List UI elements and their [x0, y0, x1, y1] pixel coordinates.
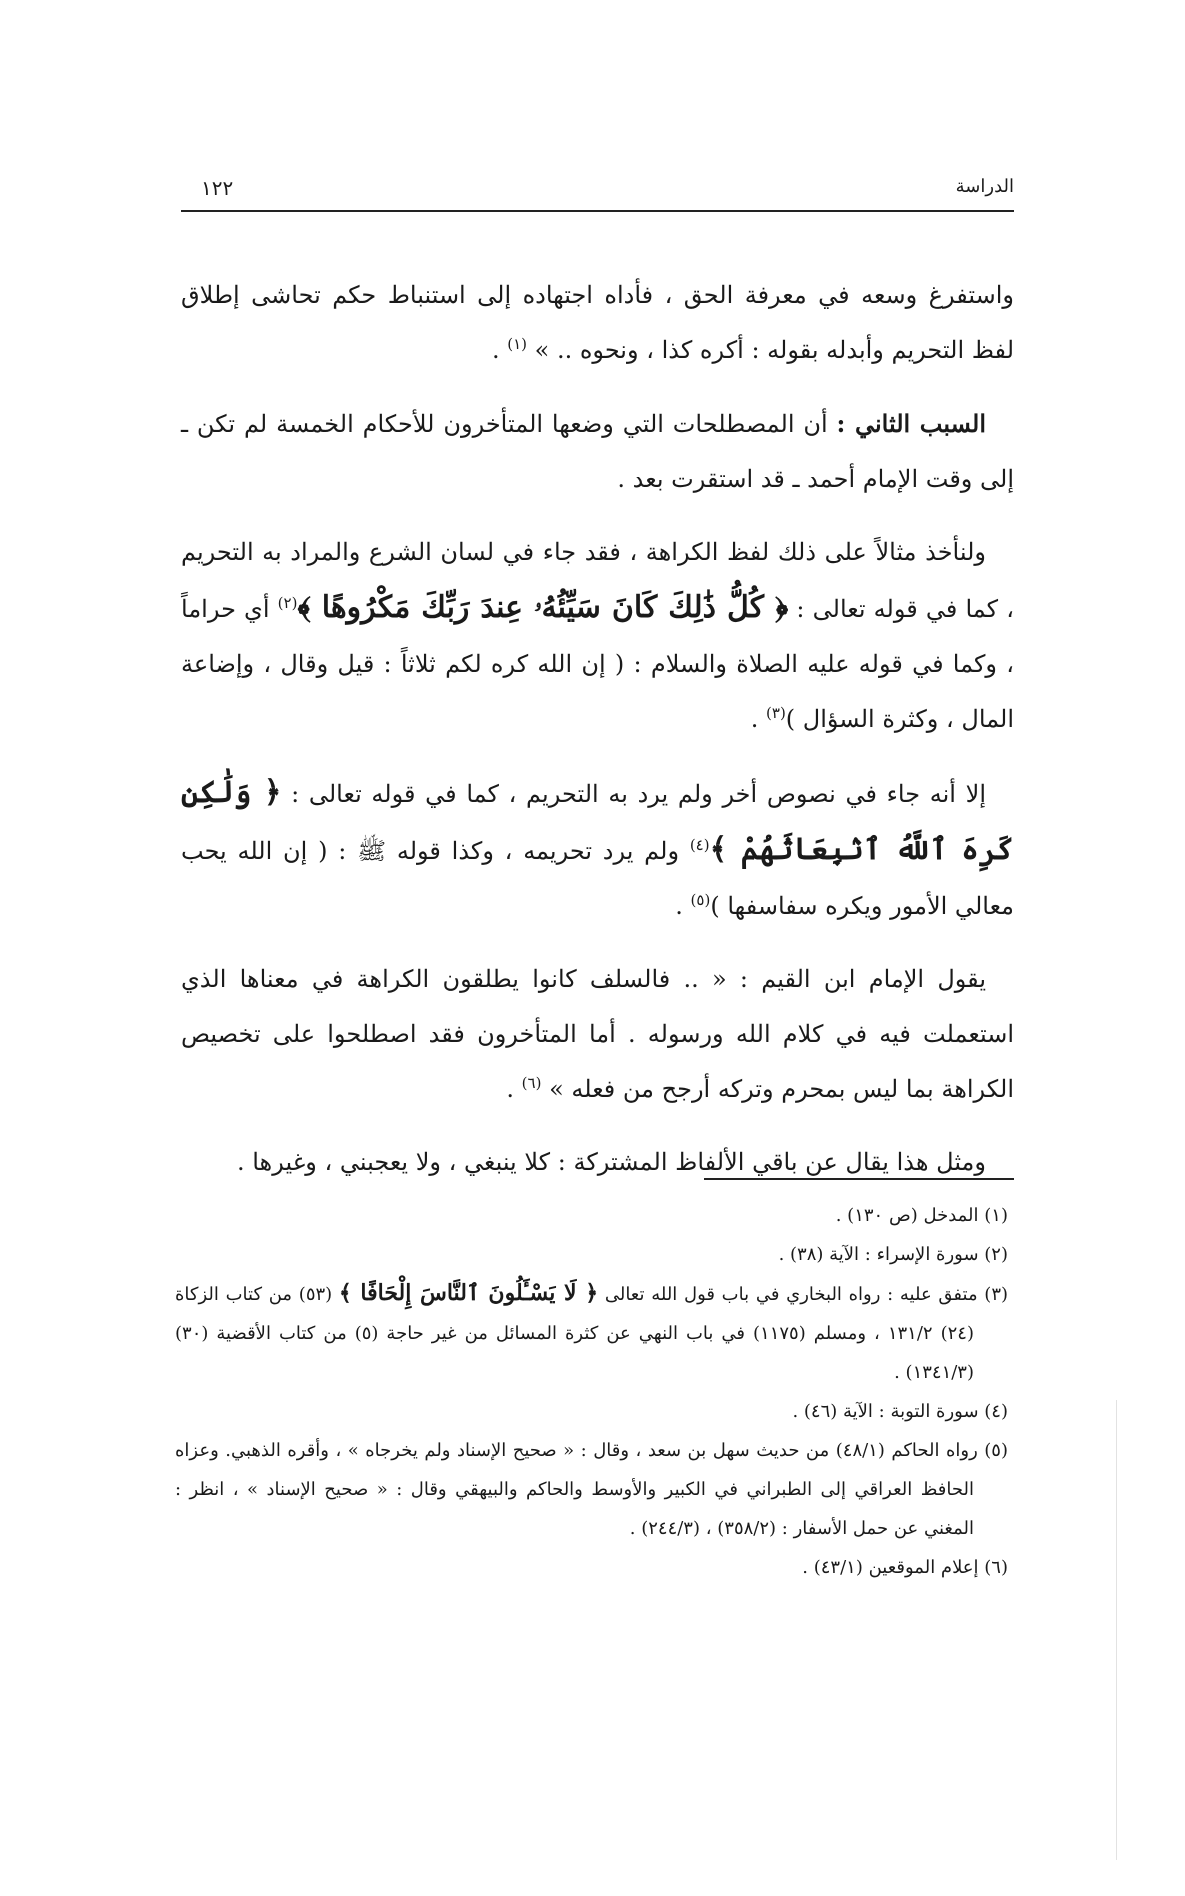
footnote-ref: (٦): [521, 1074, 542, 1092]
paragraph-3: [181, 525, 1014, 747]
scan-edge-line: [1116, 1400, 1117, 1860]
footnote-text: (٥٣) من كتاب الزكاة (٢٤) ١٣١/٢ ، ومسلم (١١٧٥) في باب النهي عن كثرة المسائل من غير حاجة (٥) من كتاب الأقضية (٣٠) (١٣٤١/٣) .: [175, 1284, 974, 1383]
footnote-3: [175, 1274, 1008, 1392]
paragraph-4: [181, 765, 1014, 934]
footnote-text: (٣) متفق عليه : رواه البخاري في باب قول الله تعالى: [598, 1284, 1009, 1305]
quran-verse: ﴿ كُلُّ ذَٰلِكَ كَانَ سَيِّئُهُۥ عِندَ رَبِّكَ مَكْرُوهًا ﴾: [297, 590, 789, 625]
paragraph-text: إلا أنه جاء في نصوص أخر ولم يرد به التحريم ، كما في قوله تعالى :: [281, 780, 986, 808]
paragraph-text: أي حراماً ، وكما في قوله عليه الصلاة والسلام : ( إن الله كره لكم ثلاثاً : قيل وقال ، وإضاعة المال ، وكثرة السؤال ): [181, 595, 1014, 733]
paragraph-text: يقول الإمام ابن القيم : « .. فالسلف كانوا يطلقون الكراهة في معناها الذي استعملت فيه في كلام الله ورسوله . أما المتأخرون فقد اصطلحوا على تخصيص الكراهة بما ليس بمحرم وتركه أرجح من فعله »: [181, 965, 1014, 1103]
footnote-ref: (٢): [277, 594, 298, 612]
footnote-5: (٥) رواه الحاكم (٤٨/١) من حديث سهل بن سعد ، وقال : « صحيح الإسناد ولم يخرجاه » ، وأقره الذهبي. وعزاه الحافظ العراقي إلى الطبراني في الكبير والأوسط والحاكم والبيهقي وقال : « صحيح الإسناد » ، انظر : المغني عن حمل الأسفار : (٣٥٨/٢) ، (٢٤٤/٣) .: [175, 1440, 1008, 1539]
paragraph-tail: .: [506, 1075, 522, 1103]
paragraph-6: [181, 1135, 1014, 1190]
footnote-ref: (٣): [766, 704, 786, 722]
paragraph-text: ومثل هذا يقال عن باقي الألفاظ المشتركة : كلا ينبغي ، ولا يعجبني ، وغيرها .: [236, 1148, 986, 1176]
section-lead: السبب الثاني :: [836, 409, 986, 438]
footnote-ref: (٤): [689, 836, 710, 854]
paragraph-text: واستفرغ وسعه في معرفة الحق ، فأداه اجتهاده إلى استنباط حكم تحاشى إطلاق لفظ التحريم وأبدله بقوله : أكره كذا ، ونحوه .. »: [181, 281, 1014, 364]
quran-verse: ﴿ لَا يَسْـَٔلُونَ ٱلنَّاسَ إِلْحَافًا ﴾: [338, 1280, 599, 1306]
paragraph-2: [181, 396, 1014, 507]
paragraph-text: ولنأخذ مثالاً على ذلك لفظ الكراهة ، فقد جاء في لسان الشرع والمراد به التحريم ، كما في قوله تعالى :: [181, 538, 1015, 623]
paragraph-tail: .: [491, 336, 508, 364]
quran-verse: ﴿ وَلَٰكِن كَرِهَ ٱللَّهُ ٱنۢبِعَاثَهُمْ ﴾: [181, 775, 1014, 867]
footnote-divider: [704, 1178, 1014, 1180]
paragraph-text: أن المصطلحات التي وضعها المتأخرون للأحكام الخمسة لم تكن ـ إلى وقت الإمام أحمد ـ قد استقرت بعد .: [181, 410, 1014, 493]
paragraph-tail: .: [675, 892, 691, 920]
page-number: ١٢٢: [201, 176, 234, 200]
running-header: [181, 168, 1014, 212]
paragraph-tail: .: [750, 705, 767, 733]
footnote-ref: (٥): [690, 891, 711, 909]
paragraph-1: [181, 268, 1014, 378]
footnote-6: (٦) إعلام الموقعين (٤٣/١) .: [802, 1557, 1008, 1578]
running-title: الدراسة: [955, 176, 1014, 197]
paragraph-5: [181, 952, 1014, 1117]
footnote-2: (٢) سورة الإسراء : الآية (٣٨) .: [778, 1244, 1008, 1265]
footnote-4: (٤) سورة التوبة : الآية (٤٦) .: [792, 1401, 1008, 1422]
main-text: [181, 268, 1014, 1208]
footnotes: [175, 1196, 1008, 1587]
footnote-ref: (١): [507, 335, 528, 353]
footnote-1: (١) المدخل (ص ١٣٠) .: [835, 1205, 1008, 1226]
paragraph-text: ولم يرد تحريمه ، وكذا قوله ﷺ : ( إن الله يحب معالي الأمور ويكره سفاسفها ): [181, 837, 1014, 920]
